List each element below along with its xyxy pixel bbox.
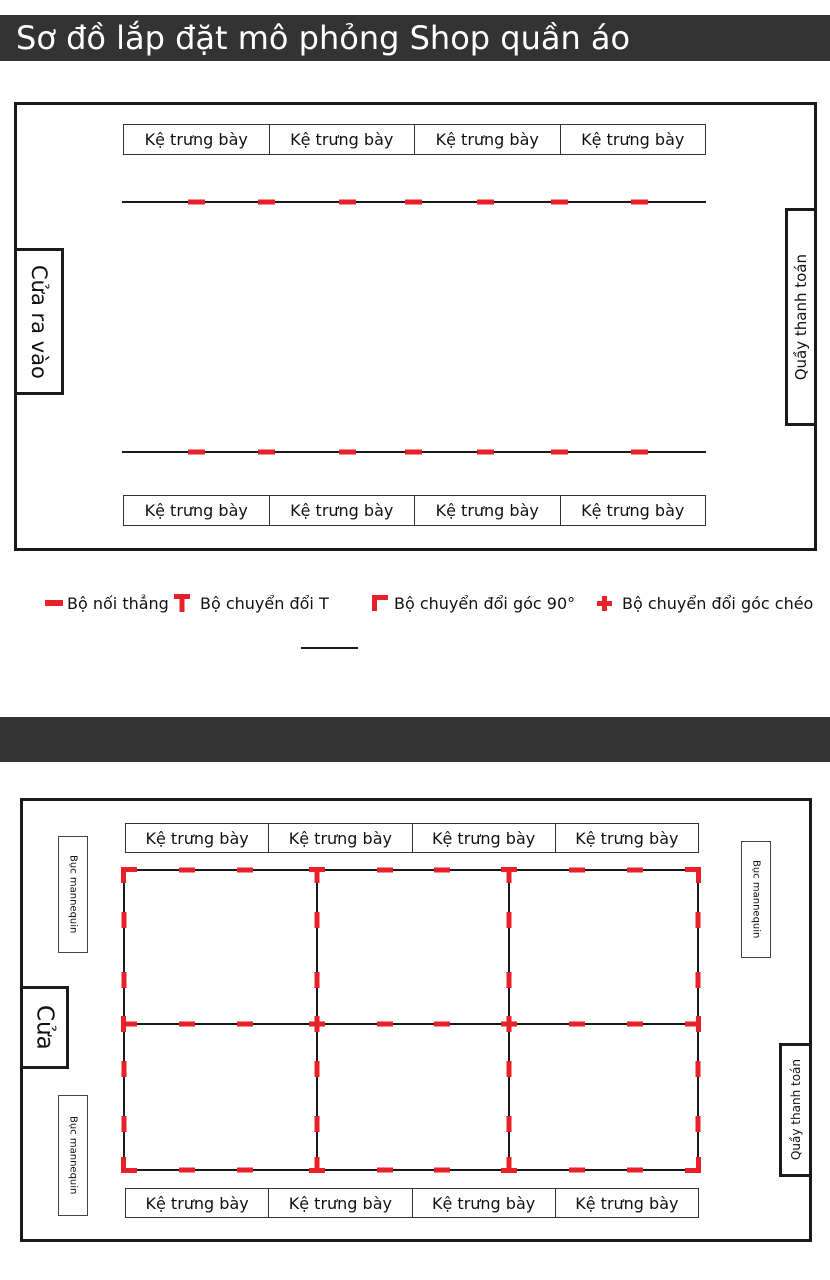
straight-connector xyxy=(122,912,127,928)
mannequin-label: Bục mannequin xyxy=(67,1116,79,1195)
checkout-counter-label: Quầy thanh toán xyxy=(788,1059,803,1161)
straight-connector xyxy=(696,1061,701,1077)
corner-90-connector xyxy=(685,867,701,883)
display-shelf: Kệ trưng bày xyxy=(269,824,412,852)
straight-connector xyxy=(179,1022,195,1027)
legend-corner-90-label: Bộ chuyển đổi góc 90° xyxy=(394,593,576,613)
straight-connector xyxy=(315,1116,320,1132)
display-shelf: Kệ trưng bày xyxy=(413,824,556,852)
straight-connector xyxy=(315,912,320,928)
display-shelf: Kệ trưng bày xyxy=(415,125,561,154)
entrance-door-label: Cửa ra vào xyxy=(27,264,51,379)
display-shelf: Kệ trưng bày xyxy=(124,125,270,154)
straight-connector xyxy=(507,972,512,988)
legend-cross-label: Bộ chuyển đổi góc chéo xyxy=(622,593,814,613)
legend-t-adapter-label: Bộ chuyển đổi T xyxy=(200,593,329,613)
straight-connector xyxy=(179,868,195,873)
straight-connector xyxy=(627,1022,643,1027)
straight-connector xyxy=(122,1061,127,1077)
straight-connector xyxy=(434,1168,450,1173)
straight-connector xyxy=(507,1061,512,1077)
straight-connector xyxy=(569,868,585,873)
straight-connector xyxy=(569,1022,585,1027)
straight-connector xyxy=(237,1168,253,1173)
display-shelf: Kệ trưng bày xyxy=(270,125,416,154)
display-shelf: Kệ trưng bày xyxy=(413,1189,556,1217)
t-connector xyxy=(309,867,325,883)
straight-connector xyxy=(569,1168,585,1173)
straight-connector xyxy=(377,1022,393,1027)
straight-connector xyxy=(237,868,253,873)
checkout-counter-label: Quầy thanh toán xyxy=(792,253,810,381)
display-shelf: Kệ trưng bày xyxy=(124,496,270,525)
straight-connector xyxy=(315,972,320,988)
t-connector xyxy=(309,1157,325,1173)
straight-connector xyxy=(627,1168,643,1173)
t-connector xyxy=(501,1157,517,1173)
straight-connector xyxy=(179,1168,195,1173)
cross-connector xyxy=(309,1016,325,1032)
corner-90-connector xyxy=(121,1157,137,1173)
display-shelf: Kệ trưng bày xyxy=(575,1193,679,1213)
straight-connector xyxy=(122,972,127,988)
cross-connector xyxy=(501,1016,517,1032)
display-shelf: Kệ trưng bày xyxy=(126,824,269,852)
legend-straight-label: Bộ nối thẳng xyxy=(67,593,169,613)
display-shelf: Kệ trưng bày xyxy=(270,496,416,525)
display-shelf: Kệ trưng bày xyxy=(126,1189,269,1217)
straight-connector xyxy=(696,912,701,928)
mannequin-label: Bục mannequin xyxy=(750,860,762,939)
t-connector xyxy=(121,1016,137,1032)
straight-connector xyxy=(696,1116,701,1132)
corner-90-connector xyxy=(121,867,137,883)
display-shelf: Kệ trưng bày xyxy=(269,1189,412,1217)
straight-connector xyxy=(377,1168,393,1173)
straight-connector xyxy=(507,1116,512,1132)
corner-90-connector xyxy=(685,1157,701,1173)
mannequin-label: Bục mannequin xyxy=(67,855,79,934)
straight-connector xyxy=(315,1061,320,1077)
straight-connector xyxy=(627,868,643,873)
straight-connector xyxy=(377,868,393,873)
straight-connector xyxy=(696,972,701,988)
display-shelf: Kệ trưng bày xyxy=(415,496,561,525)
t-connector xyxy=(685,1016,701,1032)
door-label: Cửa xyxy=(31,1005,58,1050)
straight-connector xyxy=(122,1116,127,1132)
straight-connector xyxy=(434,1022,450,1027)
display-shelf: Kệ trưng bày xyxy=(581,130,685,149)
display-shelf: Kệ trưng bày xyxy=(581,501,685,520)
t-connector xyxy=(501,867,517,883)
straight-connector xyxy=(434,868,450,873)
straight-connector xyxy=(507,912,512,928)
display-shelf: Kệ trưng bày xyxy=(575,828,679,848)
straight-connector xyxy=(237,1022,253,1027)
page-title: Sơ đồ lắp đặt mô phỏng Shop quần áo xyxy=(16,19,631,57)
